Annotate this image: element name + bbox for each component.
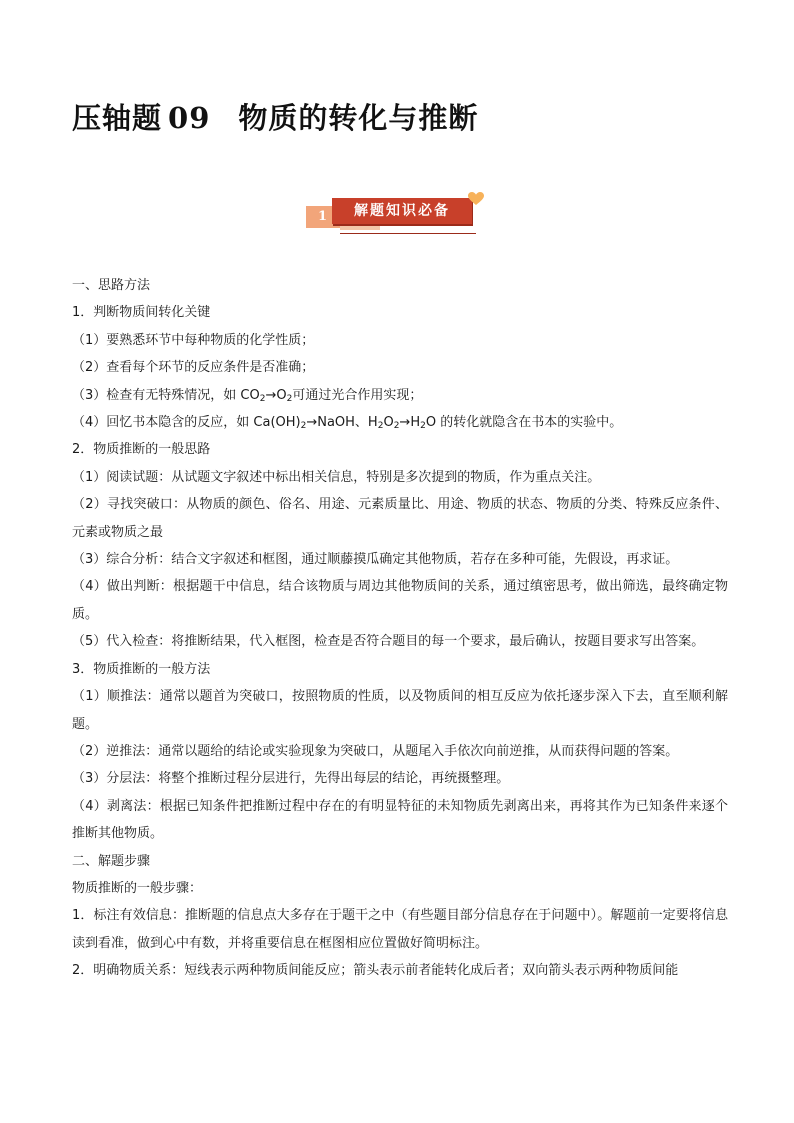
list-item: （3）综合分析：结合文字叙述和框图，通过顺藤摸瓜确定其他物质，若存在多种可能，先假设，再求证。 bbox=[72, 552, 679, 568]
title-prefix: 压轴题 bbox=[72, 101, 163, 135]
list-item: （1）顺推法：通常以题首为突破口，按照物质的性质，以及物质间的相互反应为依托逐步深入下去，直至顺利解题。 bbox=[72, 689, 728, 732]
section-heading-methods: 一、思路方法 bbox=[72, 278, 151, 293]
list-item: （4）做出判断：根据题干中信息，结合该物质与周边其他物质间的关系，通过缜密思考，做出筛选，最终确定物质。 bbox=[72, 579, 728, 622]
heading-inference-methods: 3．物质推断的一般方法 bbox=[72, 661, 211, 677]
list-item: （1）阅读试题：从试题文字叙述中标出相关信息，特别是多次提到的物质，作为重点关注。 bbox=[72, 469, 601, 485]
badge-underline bbox=[340, 233, 476, 234]
title-code: 09 bbox=[168, 101, 211, 135]
list-item: （3）检查有无特殊情况，如 $CO_2\to O_2$可通过光合作用实现； bbox=[72, 387, 423, 404]
list-item: （4）回忆书本隐含的反应，如 $Ca(OH)_2\to NaOH$、$H_2O_2\to H_2O$ 的转化就隐含在书本的实验中。 bbox=[72, 415, 623, 432]
list-item: （1）要熟悉环节中每种物质的化学性质； bbox=[72, 332, 315, 348]
list-item: （2）查看每个环节的反应条件是否准确； bbox=[72, 360, 315, 376]
heading-conversion-keys: 1．判断物质间转化关键 bbox=[72, 305, 211, 321]
heading-inference-ideas: 2．物质推断的一般思路 bbox=[72, 442, 211, 458]
list-item: （4）剥离法：根据已知条件把推断过程中存在的有明显特征的未知物质先剥离出来，再将其作为已知条件来逐个推断其他物质。 bbox=[72, 798, 728, 842]
steps-intro: 物质推断的一般步骤： bbox=[72, 880, 203, 896]
list-item: 2．明确物质关系：短线表示两种物质间能反应；箭头表示前者能转化成后者；双向箭头表示两种物质间能 bbox=[72, 963, 679, 979]
badge-label: 解题知识必备 bbox=[332, 198, 472, 224]
list-item: （2）寻找突破口：从物质的颜色、俗名、用途、元素质量比、用途、物质的状态、物质的分类、特殊反应条件、元素或物质之最 bbox=[72, 497, 728, 540]
section-badge bbox=[306, 192, 488, 242]
list-item: 1．标注有效信息：推断题的信息点大多存在于题干之中（有些题目部分信息存在于问题中）。解题前一定要将信息读到看准，做到心中有数，并将重要信息在框图相应位置做好简明标注。 bbox=[72, 908, 728, 951]
list-item: （5）代入检查：将推断结果，代入框图，检查是否符合题目的每一个要求，最后确认，按题目要求写出答案。 bbox=[72, 634, 705, 650]
heart-icon bbox=[468, 192, 484, 206]
badge-accent-bar bbox=[340, 226, 380, 230]
list-item: （2）逆推法：通常以题给的结论或实验现象为突破口，从题尾入手依次向前逆推，从而获得问题的答案。 bbox=[72, 743, 679, 759]
page-title bbox=[72, 96, 478, 137]
body-content bbox=[72, 272, 728, 985]
section-heading-steps: 二、解题步骤 bbox=[72, 853, 151, 869]
title-name: 物质的转化与推断 bbox=[238, 101, 479, 135]
badge-number: 1 bbox=[306, 206, 340, 228]
list-item: （3）分层法：将整个推断过程分层进行，先得出每层的结论，再统摄整理。 bbox=[72, 771, 510, 787]
